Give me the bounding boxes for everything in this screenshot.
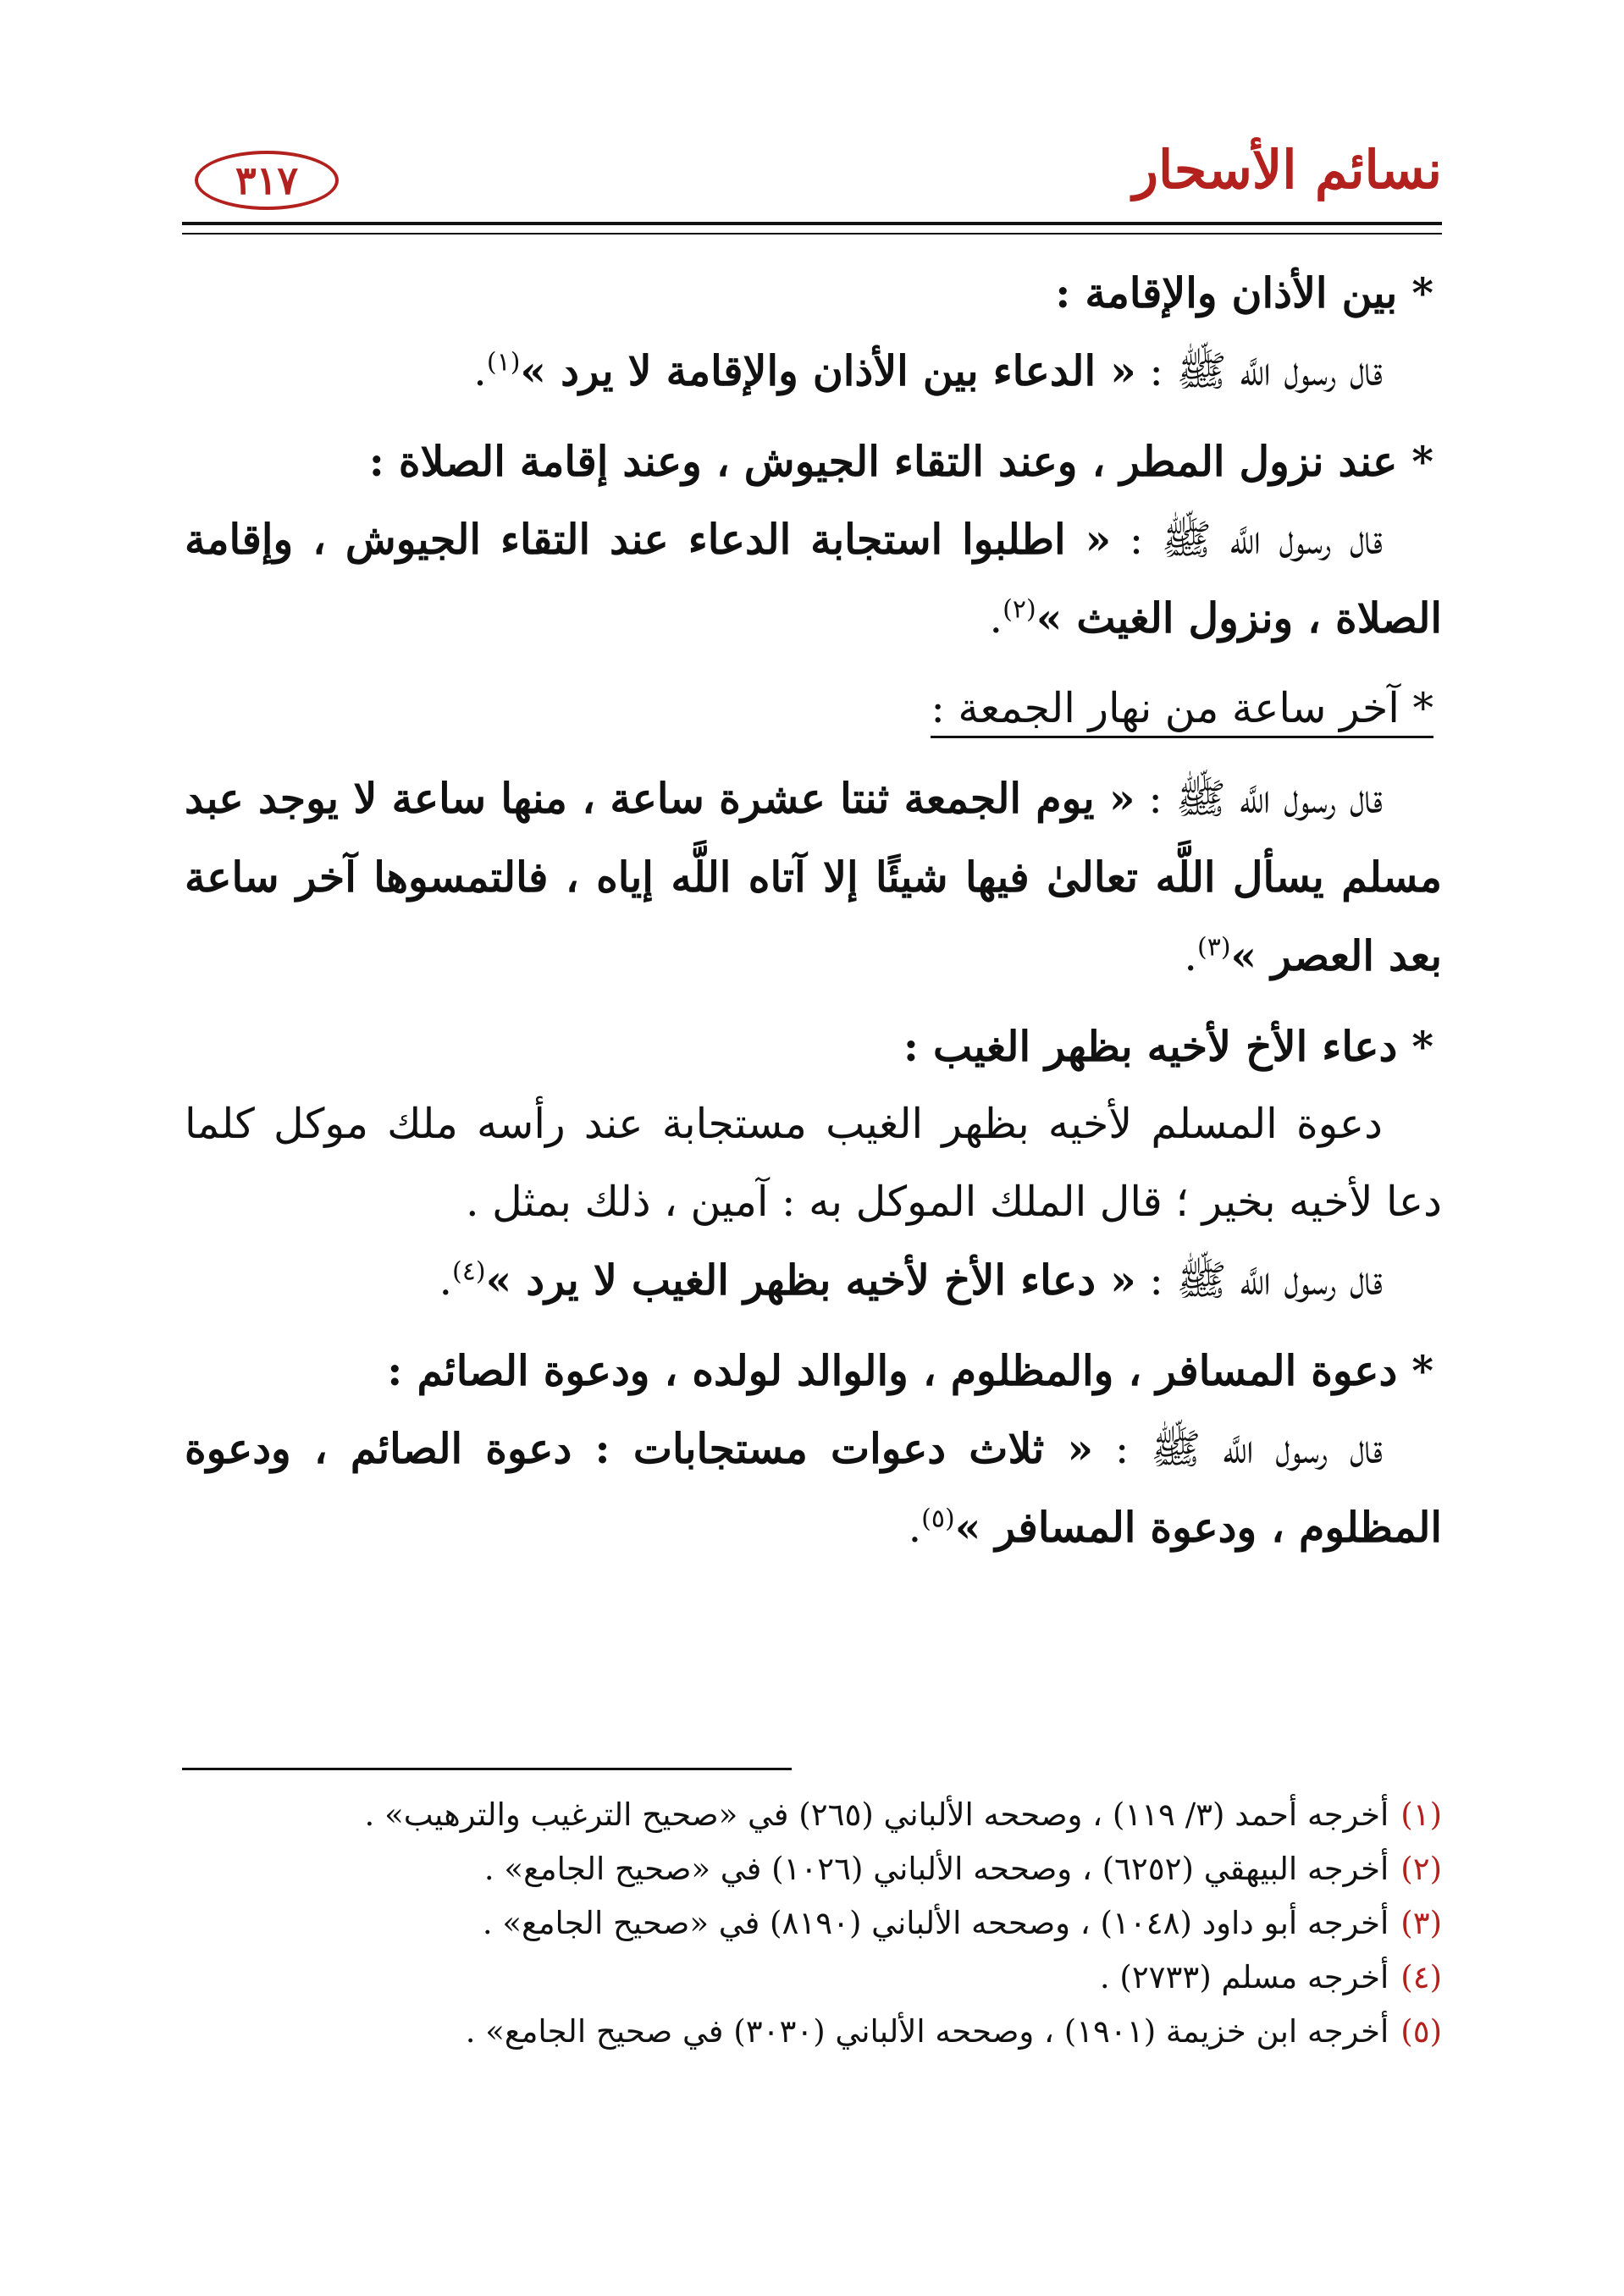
hadith-intro: قال رسول اللَّه ﷺ : (1148, 775, 1384, 823)
body-text (185, 254, 1442, 1567)
section-heading: * دعاء الأخ لأخيه بظهر الغيب : (903, 1022, 1433, 1071)
hadith-quote: « ثلاث دعوات مستجابات : دعوة الصائم ، ودعوة المظلوم ، ودعوة المسافر » (185, 1424, 1442, 1552)
footnote-ref[interactable]: (٥) (921, 1504, 955, 1534)
section-heading: * دعوة المسافر ، والمظلوم ، والوالد لولده ، ودعوة الصائم : (387, 1346, 1433, 1395)
sentence-end: . (1184, 932, 1197, 980)
footnote-text: أخرجه أبو داود (١٠٤٨) ، وصححه الألباني (٨١٩٠) في «صحيح الجامع» . (482, 1905, 1389, 1941)
hadith-paragraph (185, 332, 1442, 411)
footnote-text: أخرجه ابن خزيمة (١٩٠١) ، وصححه الألباني (٣٠٣٠) في صحيح الجامع» . (465, 2013, 1389, 2050)
footnote-item (185, 1951, 1442, 2005)
hadith-paragraph (185, 1241, 1442, 1320)
footnotes (185, 1788, 1442, 2059)
footnote-number: (٤) (1400, 1959, 1442, 1995)
footnote-ref[interactable]: (٣) (1196, 932, 1231, 963)
page-number (195, 151, 339, 210)
page-number-text: ٣١٧ (235, 157, 299, 203)
sentence-end: . (439, 1256, 453, 1305)
hadith-intro: قال رسول اللَّه ﷺ : (1149, 1256, 1383, 1305)
footnote-separator (182, 1768, 792, 1770)
section-heading-text: * آخر ساعة من نهار الجمعة : (931, 684, 1433, 738)
hadith-intro: قال رسول اللَّه ﷺ : (1114, 1425, 1384, 1473)
hadith-quote: « الدعاء بين الأذان والإقامة لا يرد » (520, 346, 1136, 395)
hadith-quote: « يوم الجمعة ثنتا عشرة ساعة ، منها ساعة لا يوجد عبد مسلم يسأل اللَّه تعالىٰ فيها شيئًا إلا آتاه اللَّه إياه ، فالتمسوها آخر ساعة بعد العصر » (185, 774, 1442, 980)
running-title: نسائم الأسحار (1133, 139, 1442, 201)
footnote-number: (١) (1400, 1797, 1442, 1833)
footnote-text: أخرجه البيهقي (٦٢٥٢) ، وصححه الألباني (١٠٢٦) في «صحيح الجامع» . (483, 1851, 1389, 1887)
footnote-item (185, 1896, 1442, 1951)
footnote-item (185, 1788, 1442, 1842)
footnote-item (185, 1842, 1442, 1896)
footnote-text: أخرجه مسلم (٢٧٣٣) . (1099, 1959, 1389, 1995)
footnote-item (185, 2005, 1442, 2059)
hadith-intro: قال رسول اللَّه ﷺ : (1129, 516, 1384, 564)
hadith-paragraph (185, 1410, 1442, 1567)
footnote-ref[interactable]: (٢) (1003, 594, 1036, 625)
hadith-paragraph (185, 759, 1442, 996)
footnote-ref[interactable]: (٤) (452, 1256, 486, 1287)
header-rule-thick (182, 222, 1442, 225)
hadith-quote: « اطلبوا استجابة الدعاء عند التقاء الجيوش ، وإقامة الصلاة ، ونزول الغيث » (185, 515, 1442, 643)
sentence-end: . (473, 347, 487, 395)
footnote-number: (٥) (1400, 2013, 1442, 2050)
footnote-ref[interactable]: (١) (486, 347, 521, 378)
sentence-end: . (908, 1504, 922, 1552)
header-rule-thin (182, 233, 1442, 235)
sentence-end: . (989, 594, 1003, 643)
hadith-paragraph (185, 500, 1442, 658)
body-paragraph: دعوة المسلم لأخيه بظهر الغيب مستجابة عند رأسه ملك موكل كلما دعا لأخيه بخير ؛ قال الملك الموكل به : آمين ، ذلك بمثل . (185, 1100, 1442, 1226)
section-heading (185, 670, 1442, 748)
hadith-quote: « دعاء الأخ لأخيه بظهر الغيب لا يرد » (485, 1256, 1136, 1305)
footnote-number: (٢) (1400, 1851, 1442, 1887)
hadith-intro: قال رسول اللَّه ﷺ : (1149, 347, 1383, 395)
footnote-number: (٣) (1400, 1905, 1442, 1941)
section-heading: * بين الأذان والإقامة : (1055, 268, 1433, 317)
footnote-text: أخرجه أحمد (٣/ ١١٩) ، وصححه الألباني (٢٦٥) في «صحيح الترغيب والترهيب» . (364, 1797, 1389, 1833)
section-heading: * عند نزول المطر ، وعند التقاء الجيوش ، وعند إقامة الصلاة : (368, 437, 1433, 486)
